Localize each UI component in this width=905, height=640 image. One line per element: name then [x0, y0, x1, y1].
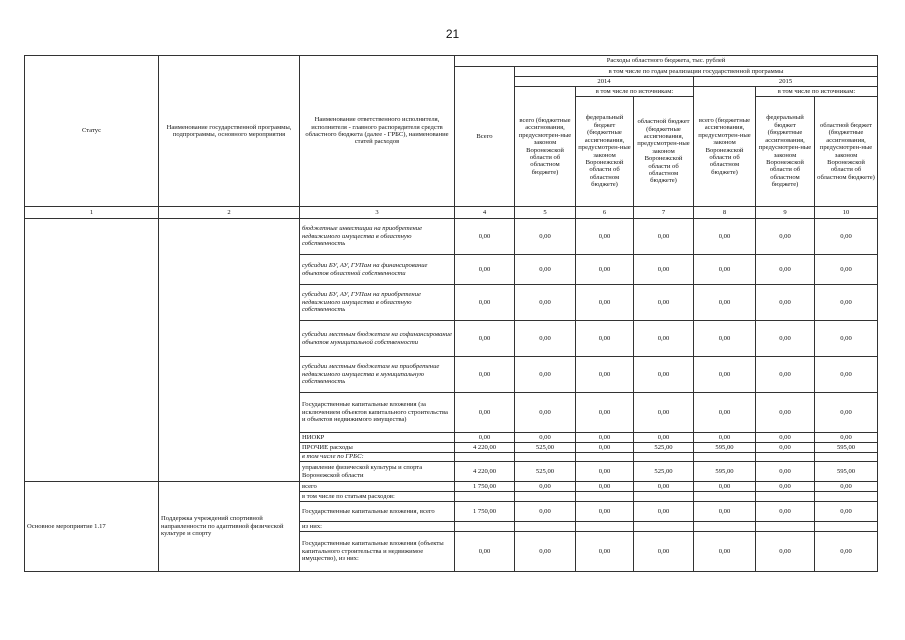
value-cell: 0,00	[815, 219, 878, 255]
value-cell-empty	[815, 492, 878, 502]
value-cell: 0,00	[576, 532, 634, 572]
value-cell: 0,00	[515, 285, 576, 321]
value-cell: 0,00	[576, 502, 634, 522]
value-cell: 0,00	[634, 482, 694, 492]
value-cell: 0,00	[576, 357, 634, 393]
header-by-sources-2015: в том числе по источникам:	[756, 87, 878, 97]
col-number: 7	[634, 207, 694, 219]
value-cell: 525,00	[515, 443, 576, 453]
row-label: Государственные капитальные вложения (за исключением объектов капитального строительства и объектов недвижимого имущества)	[300, 393, 455, 433]
value-cell: 1 750,00	[455, 502, 515, 522]
value-cell: 595,00	[815, 443, 878, 453]
value-cell-empty	[455, 492, 515, 502]
value-cell: 0,00	[455, 393, 515, 433]
value-cell-empty	[455, 522, 515, 532]
value-cell: 0,00	[815, 502, 878, 522]
value-cell: 0,00	[634, 357, 694, 393]
value-cell: 0,00	[756, 219, 815, 255]
value-cell: 0,00	[576, 285, 634, 321]
value-cell: 525,00	[634, 462, 694, 482]
value-cell: 595,00	[815, 462, 878, 482]
value-cell-empty	[756, 492, 815, 502]
value-cell: 0,00	[634, 532, 694, 572]
value-cell: 0,00	[756, 285, 815, 321]
value-cell: 525,00	[515, 462, 576, 482]
col-number: 1	[25, 207, 159, 219]
value-cell-empty	[756, 522, 815, 532]
value-cell: 0,00	[694, 502, 756, 522]
value-cell: 0,00	[515, 502, 576, 522]
value-cell: 0,00	[694, 219, 756, 255]
value-cell-empty	[634, 492, 694, 502]
header-year-2014: 2014	[515, 77, 694, 87]
value-cell: 0,00	[455, 433, 515, 443]
row-label: в том числе по ГРБС:	[300, 453, 455, 462]
value-cell: 0,00	[515, 357, 576, 393]
value-cell: 0,00	[576, 482, 634, 492]
value-cell: 0,00	[634, 502, 694, 522]
value-cell: 0,00	[455, 532, 515, 572]
value-cell: 0,00	[694, 393, 756, 433]
header-program-name: Наименование государственной программы, подпрограммы, основного мероприятия	[159, 56, 300, 207]
value-cell: 0,00	[634, 219, 694, 255]
col-number: 4	[455, 207, 515, 219]
value-cell: 0,00	[576, 443, 634, 453]
value-cell: 0,00	[455, 357, 515, 393]
value-cell: 0,00	[515, 255, 576, 285]
value-cell: 0,00	[815, 482, 878, 492]
value-cell-empty	[515, 453, 576, 462]
value-cell-empty	[634, 453, 694, 462]
value-cell: 0,00	[756, 433, 815, 443]
row-label: НИОКР	[300, 433, 455, 443]
value-cell-empty	[576, 453, 634, 462]
value-cell: 595,00	[694, 443, 756, 453]
value-cell: 0,00	[694, 285, 756, 321]
page-number: 21	[445, 27, 460, 41]
value-cell-empty	[576, 492, 634, 502]
value-cell-empty	[515, 522, 576, 532]
value-cell: 0,00	[515, 219, 576, 255]
value-cell: 0,00	[756, 321, 815, 357]
value-cell-empty	[815, 522, 878, 532]
value-cell: 0,00	[515, 393, 576, 433]
value-cell-empty	[694, 453, 756, 462]
value-cell: 0,00	[576, 321, 634, 357]
header-federal-2015: федеральный бюджет (бюджетные ассигнования, предусмотрен-ные законом Воронежской области об областном бюджете)	[756, 97, 815, 207]
value-cell: 0,00	[576, 393, 634, 433]
value-cell: 0,00	[576, 219, 634, 255]
value-cell-empty	[515, 492, 576, 502]
row-label: субсидии местным бюджетам на приобретение недвижимого имущества в муниципальную собственность	[300, 357, 455, 393]
value-cell-empty	[694, 522, 756, 532]
value-cell: 0,00	[634, 285, 694, 321]
header-by-sources-2014: в том числе по источникам:	[576, 87, 694, 97]
value-cell: 0,00	[815, 393, 878, 433]
value-cell: 0,00	[756, 482, 815, 492]
value-cell: 0,00	[815, 433, 878, 443]
header-year-2015: 2015	[694, 77, 878, 87]
value-cell: 0,00	[515, 321, 576, 357]
value-cell: 0,00	[515, 532, 576, 572]
row-label: из них:	[300, 522, 455, 532]
col-number: 3	[300, 207, 455, 219]
value-cell: 0,00	[455, 255, 515, 285]
value-cell: 0,00	[694, 321, 756, 357]
col-number: 9	[756, 207, 815, 219]
row-label: ПРОЧИЕ расходы	[300, 443, 455, 453]
budget-table	[24, 55, 878, 572]
value-cell: 0,00	[756, 393, 815, 433]
header-federal-2014: федеральный бюджет (бюджетные ассигнования, предусмотрен-ные законом Воронежской области об областном бюджете)	[576, 97, 634, 207]
value-cell: 0,00	[455, 285, 515, 321]
value-cell: 0,00	[756, 532, 815, 572]
header-total: Всего	[455, 67, 515, 207]
value-cell-empty	[576, 522, 634, 532]
value-cell: 0,00	[634, 255, 694, 285]
row-label: субсидии БУ, АУ, ГУПам на финансирование объектов областной собственности	[300, 255, 455, 285]
header-expenses: Расходы областного бюджета, тыс. рублей	[455, 56, 878, 67]
value-cell: 0,00	[756, 357, 815, 393]
value-cell: 0,00	[515, 433, 576, 443]
header-regional-2014: областной бюджет (бюджетные ассигнования, предусмотрен-ные законом Воронежской области об областном бюджете)	[634, 97, 694, 207]
value-cell: 4 220,00	[455, 443, 515, 453]
value-cell: 0,00	[455, 321, 515, 357]
value-cell: 0,00	[756, 255, 815, 285]
value-cell: 0,00	[756, 443, 815, 453]
col-number: 10	[815, 207, 878, 219]
value-cell: 0,00	[815, 255, 878, 285]
row-label: управление физической культуры и спорта Воронежской области	[300, 462, 455, 482]
value-cell: 0,00	[694, 255, 756, 285]
value-cell: 0,00	[815, 532, 878, 572]
value-cell: 0,00	[815, 321, 878, 357]
header-regional-2015: областной бюджет (бюджетные ассигнования, предусмотрен-ные законом Воронежской области об областном бюджете)	[815, 97, 878, 207]
col-number: 5	[515, 207, 576, 219]
value-cell: 0,00	[634, 433, 694, 443]
program-cell-empty	[159, 219, 300, 482]
value-cell: 0,00	[694, 433, 756, 443]
value-cell: 0,00	[576, 462, 634, 482]
row-label: субсидии местным бюджетам на софинансирование объектов муниципальной собственности	[300, 321, 455, 357]
status-cell-empty	[25, 219, 159, 482]
value-cell: 0,00	[815, 357, 878, 393]
value-cell-empty	[694, 492, 756, 502]
value-cell: 4 220,00	[455, 462, 515, 482]
value-cell-empty	[815, 453, 878, 462]
header-by-years: в том числе по годам реализации государственной программы	[515, 67, 878, 77]
header-all-budget-2014: всего (бюджетные ассигнования, предусмотрен-ные законом Воронежской области об областном бюджете)	[515, 87, 576, 207]
value-cell: 0,00	[515, 482, 576, 492]
value-cell: 0,00	[815, 285, 878, 321]
value-cell: 0,00	[694, 482, 756, 492]
value-cell: 0,00	[634, 393, 694, 433]
value-cell: 0,00	[694, 532, 756, 572]
value-cell: 0,00	[694, 357, 756, 393]
row-label: бюджетные инвестиции на приобретение недвижимого имущества в областную собственность	[300, 219, 455, 255]
measure-status: Основное мероприятие 1.17	[25, 482, 159, 572]
value-cell: 525,00	[634, 443, 694, 453]
header-executor: Наименование ответственного исполнителя, исполнителя - главного распорядителя средств областного бюджета (далее - ГРБС), наименование статей расходов	[300, 56, 455, 207]
row-label: субсидии БУ, АУ, ГУПам на приобретение недвижимого имущества в областную собственность	[300, 285, 455, 321]
value-cell: 0,00	[756, 462, 815, 482]
value-cell: 0,00	[455, 219, 515, 255]
row-label: Государственные капитальные вложения, всего	[300, 502, 455, 522]
value-cell: 0,00	[756, 502, 815, 522]
row-label: Государственные капитальные вложения (объекты капитального строительства и недвижимое имущество), из них:	[300, 532, 455, 572]
value-cell: 0,00	[576, 433, 634, 443]
col-number: 6	[576, 207, 634, 219]
value-cell: 0,00	[576, 255, 634, 285]
value-cell: 595,00	[694, 462, 756, 482]
value-cell-empty	[634, 522, 694, 532]
measure-name: Поддержка учреждений спортивной направленности по адаптивной физической культуре и спорту	[159, 482, 300, 572]
col-number: 2	[159, 207, 300, 219]
header-status: Статус	[25, 56, 159, 207]
row-label: в том числе по статьям расходов:	[300, 492, 455, 502]
value-cell: 1 750,00	[455, 482, 515, 492]
row-label: всего	[300, 482, 455, 492]
value-cell-empty	[455, 453, 515, 462]
value-cell-empty	[756, 453, 815, 462]
header-all-budget-2015: всего (бюджетные ассигнования, предусмотрен-ные законом Воронежской области об областном бюджете)	[694, 87, 756, 207]
col-number: 8	[694, 207, 756, 219]
value-cell: 0,00	[634, 321, 694, 357]
